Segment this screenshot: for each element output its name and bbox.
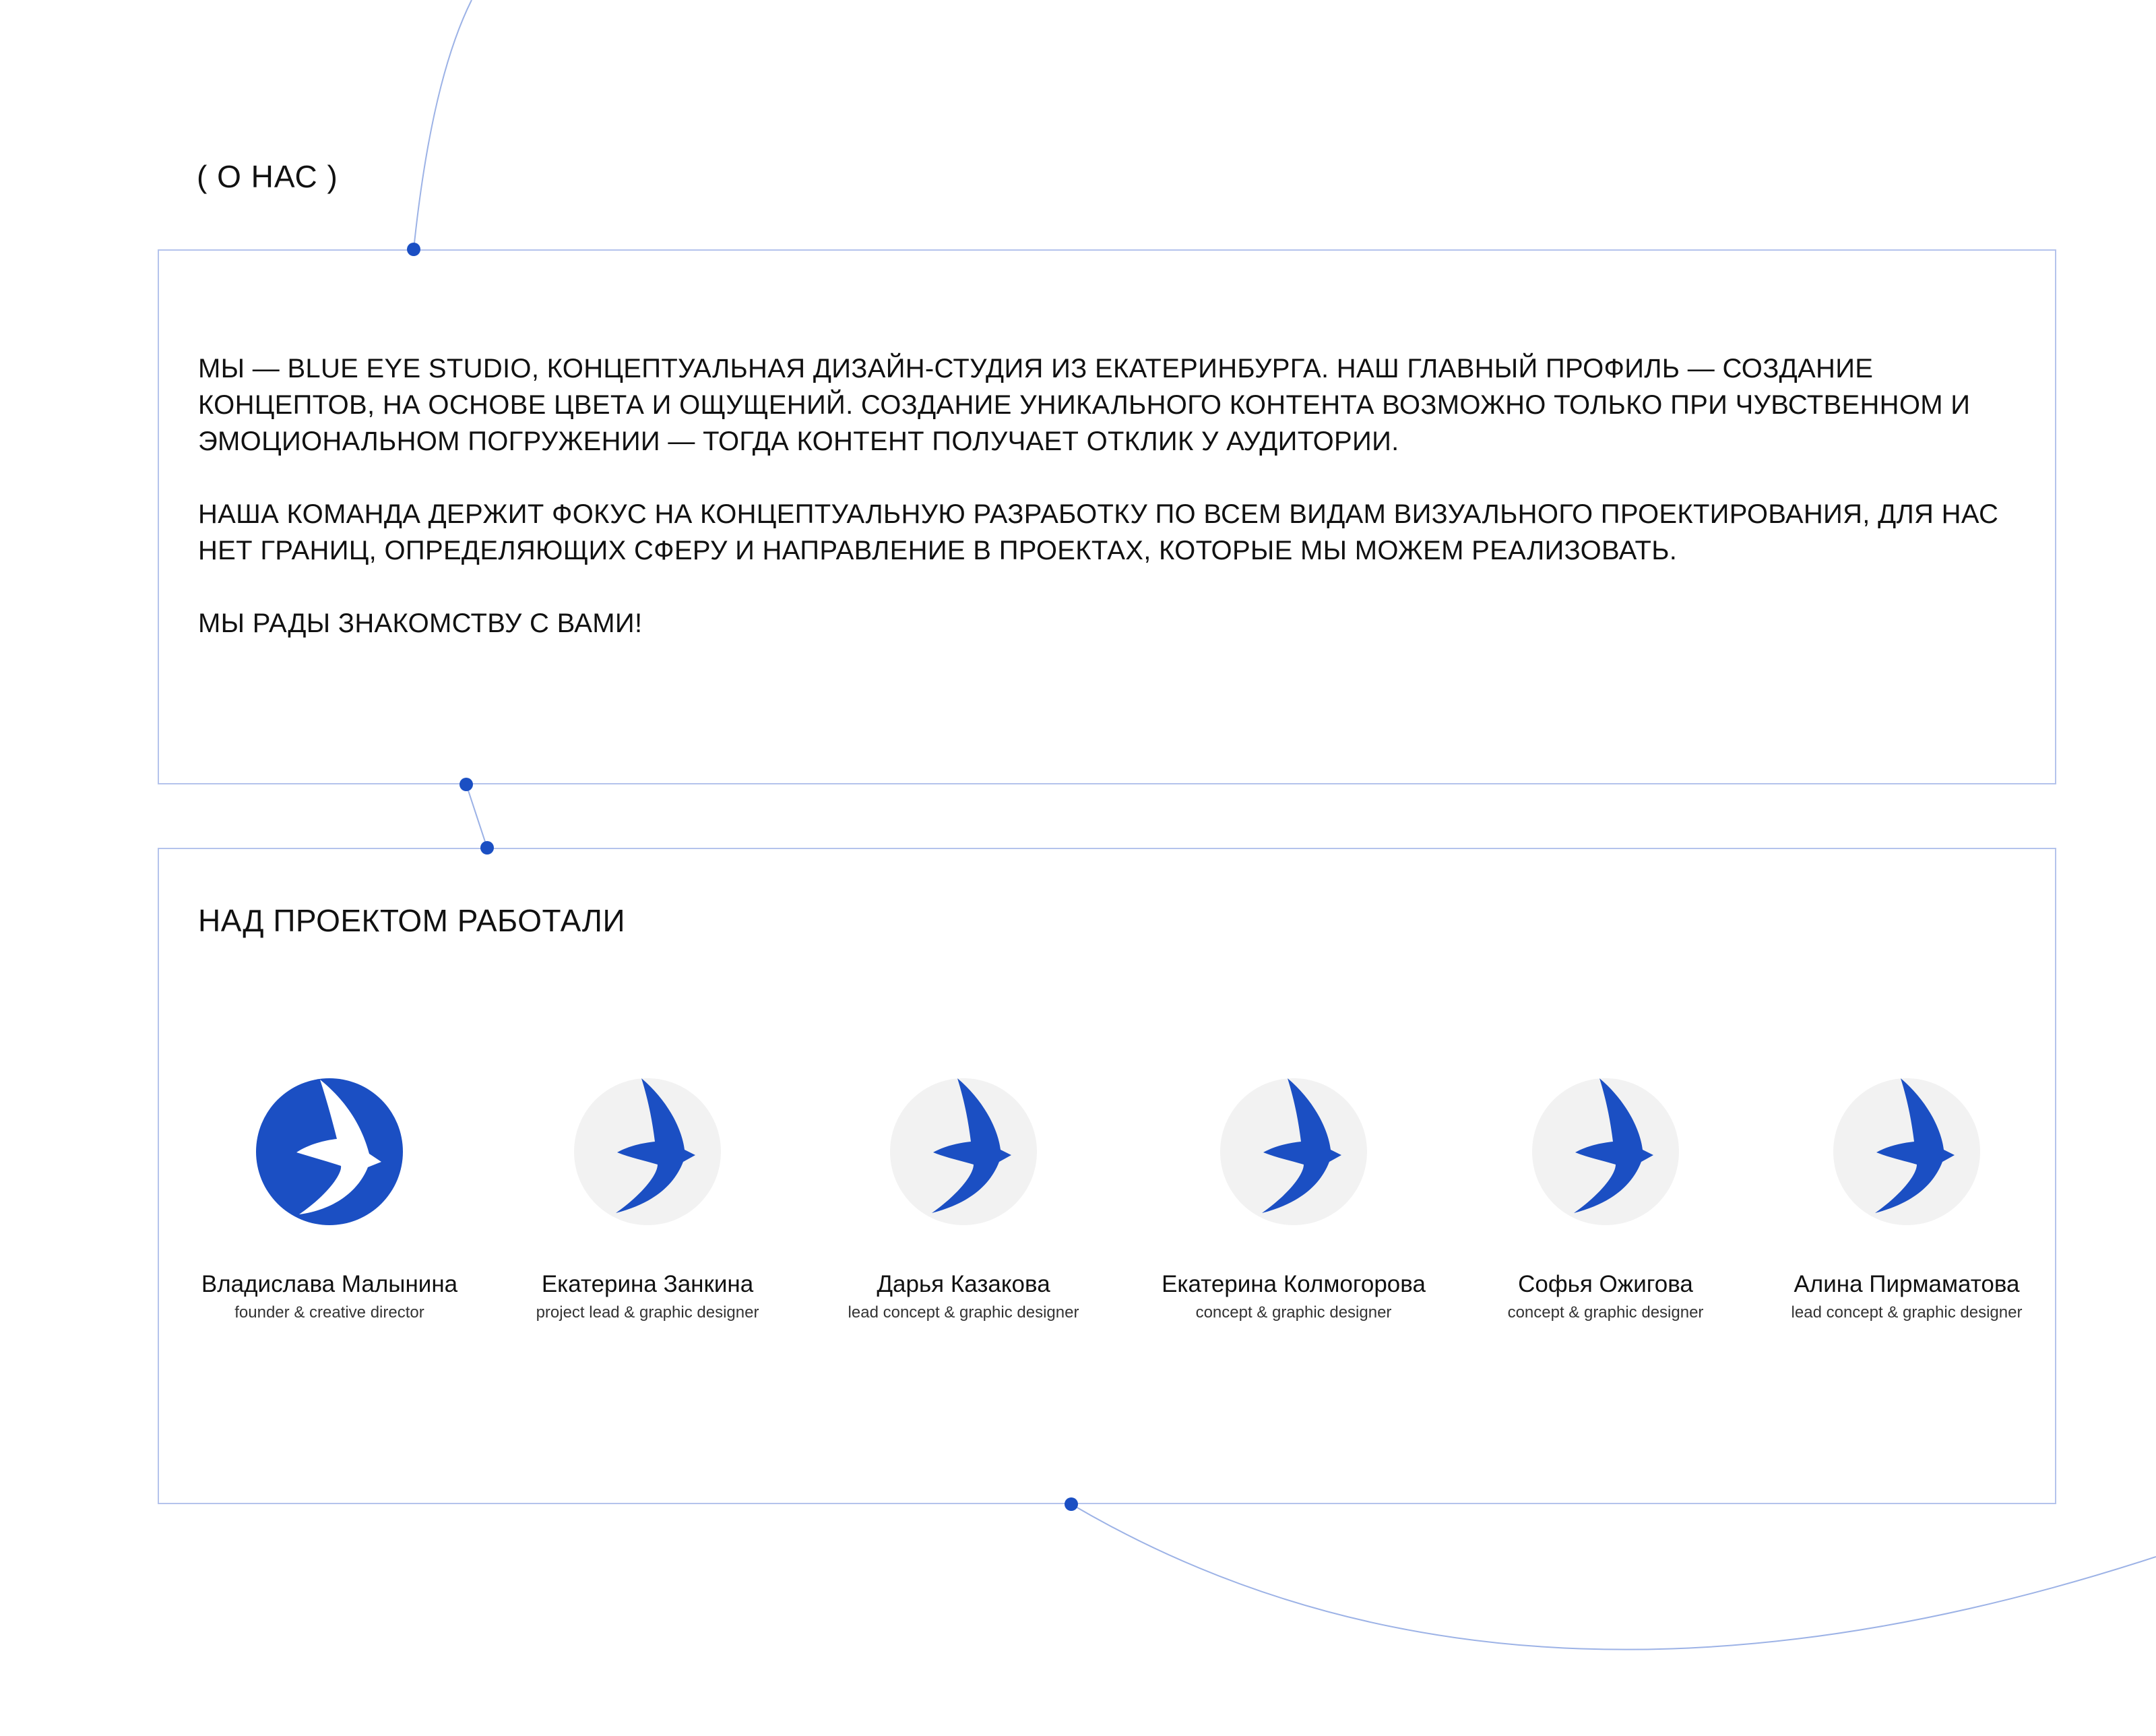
avatar — [1833, 1078, 1980, 1225]
member-name: Екатерина Занкина — [541, 1271, 754, 1297]
member-name: Алина Пирмаматова — [1794, 1271, 2020, 1297]
avatar — [1532, 1078, 1679, 1225]
middle-connector-line — [466, 784, 487, 848]
member-name: Софья Ожигова — [1518, 1271, 1693, 1297]
member-role: founder & creative director — [234, 1303, 424, 1322]
about-paragraph: МЫ — BLUE EYE STUDIO, КОНЦЕПТУАЛЬНАЯ ДИЗАЙН-СТУДИЯ ИЗ ЕКАТЕРИНБУРГА. НАШ ГЛАВНЫЙ ПРОФИЛЬ — СОЗДАНИЕ КОНЦЕПТОВ, НА ОСНОВЕ ЦВЕТА И ОЩУЩЕНИЙ. СОЗДАНИЕ УНИКАЛЬНОГО КОНТЕНТА ВОЗМОЖНО ТОЛЬКО ПРИ ЧУВСТВЕННОМ И ЭМОЦИОНАЛЬНОМ ПОГРУЖЕНИИ — ТОГДА КОНТЕНТ ПОЛУЧАЕТ ОТКЛИК У АУДИТОРИИ. — [198, 354, 1971, 456]
member-name: Екатерина Колмогорова — [1162, 1271, 1426, 1297]
avatar — [574, 1078, 721, 1225]
team-panel — [158, 848, 2056, 1504]
about-paragraph: МЫ РАДЫ ЗНАКОМСТВУ С ВАМИ! — [198, 609, 643, 638]
swallow-bird-icon — [1220, 1078, 1367, 1225]
member-name: Дарья Казакова — [877, 1271, 1050, 1297]
team-member-card — [1447, 1078, 1764, 1324]
swallow-bird-icon — [1833, 1078, 1980, 1225]
team-title: НАД ПРОЕКТОМ РАБОТАЛИ — [198, 903, 626, 938]
member-role: lead concept & graphic designer — [848, 1303, 1079, 1322]
about-paragraph: НАША КОМАНДА ДЕРЖИТ ФОКУС НА КОНЦЕПТУАЛЬНУЮ РАЗРАБОТКУ ПО ВСЕМ ВИДАМ ВИЗУАЛЬНОГО ПРОЕКТИРОВАНИЯ, ДЛЯ НАС НЕТ ГРАНИЦ, ОПРЕДЕЛЯЮЩИХ СФЕРУ И НАПРАВЛЕНИЕ В ПРОЕКТАХ, КОТОРЫЕ МЫ МОЖЕМ РЕАЛИЗОВАТЬ. — [198, 499, 1999, 565]
team-member-card — [1748, 1078, 2065, 1324]
member-role: lead concept & graphic designer — [1791, 1303, 2023, 1322]
member-role: project lead & graphic designer — [536, 1303, 759, 1322]
about-panel — [158, 249, 2056, 784]
about-text — [198, 350, 2031, 678]
team-member-card — [171, 1078, 488, 1324]
bottom-arc-line — [1071, 1504, 2156, 1650]
member-role: concept & graphic designer — [1195, 1303, 1392, 1322]
avatar — [1220, 1078, 1367, 1225]
member-name: Владислава Малынина — [201, 1271, 458, 1297]
section-label-about: ( О НАС ) — [197, 159, 338, 194]
avatar — [890, 1078, 1037, 1225]
swallow-bird-icon — [574, 1078, 721, 1225]
swallow-bird-icon — [1532, 1078, 1679, 1225]
top-arc-line — [414, 0, 472, 249]
avatar — [256, 1078, 403, 1225]
member-role: concept & graphic designer — [1507, 1303, 1704, 1322]
team-member-card — [805, 1078, 1122, 1324]
team-member-card — [489, 1078, 806, 1324]
team-member-card — [1135, 1078, 1452, 1324]
swallow-bird-icon — [890, 1078, 1037, 1225]
swallow-bird-icon — [256, 1078, 403, 1225]
